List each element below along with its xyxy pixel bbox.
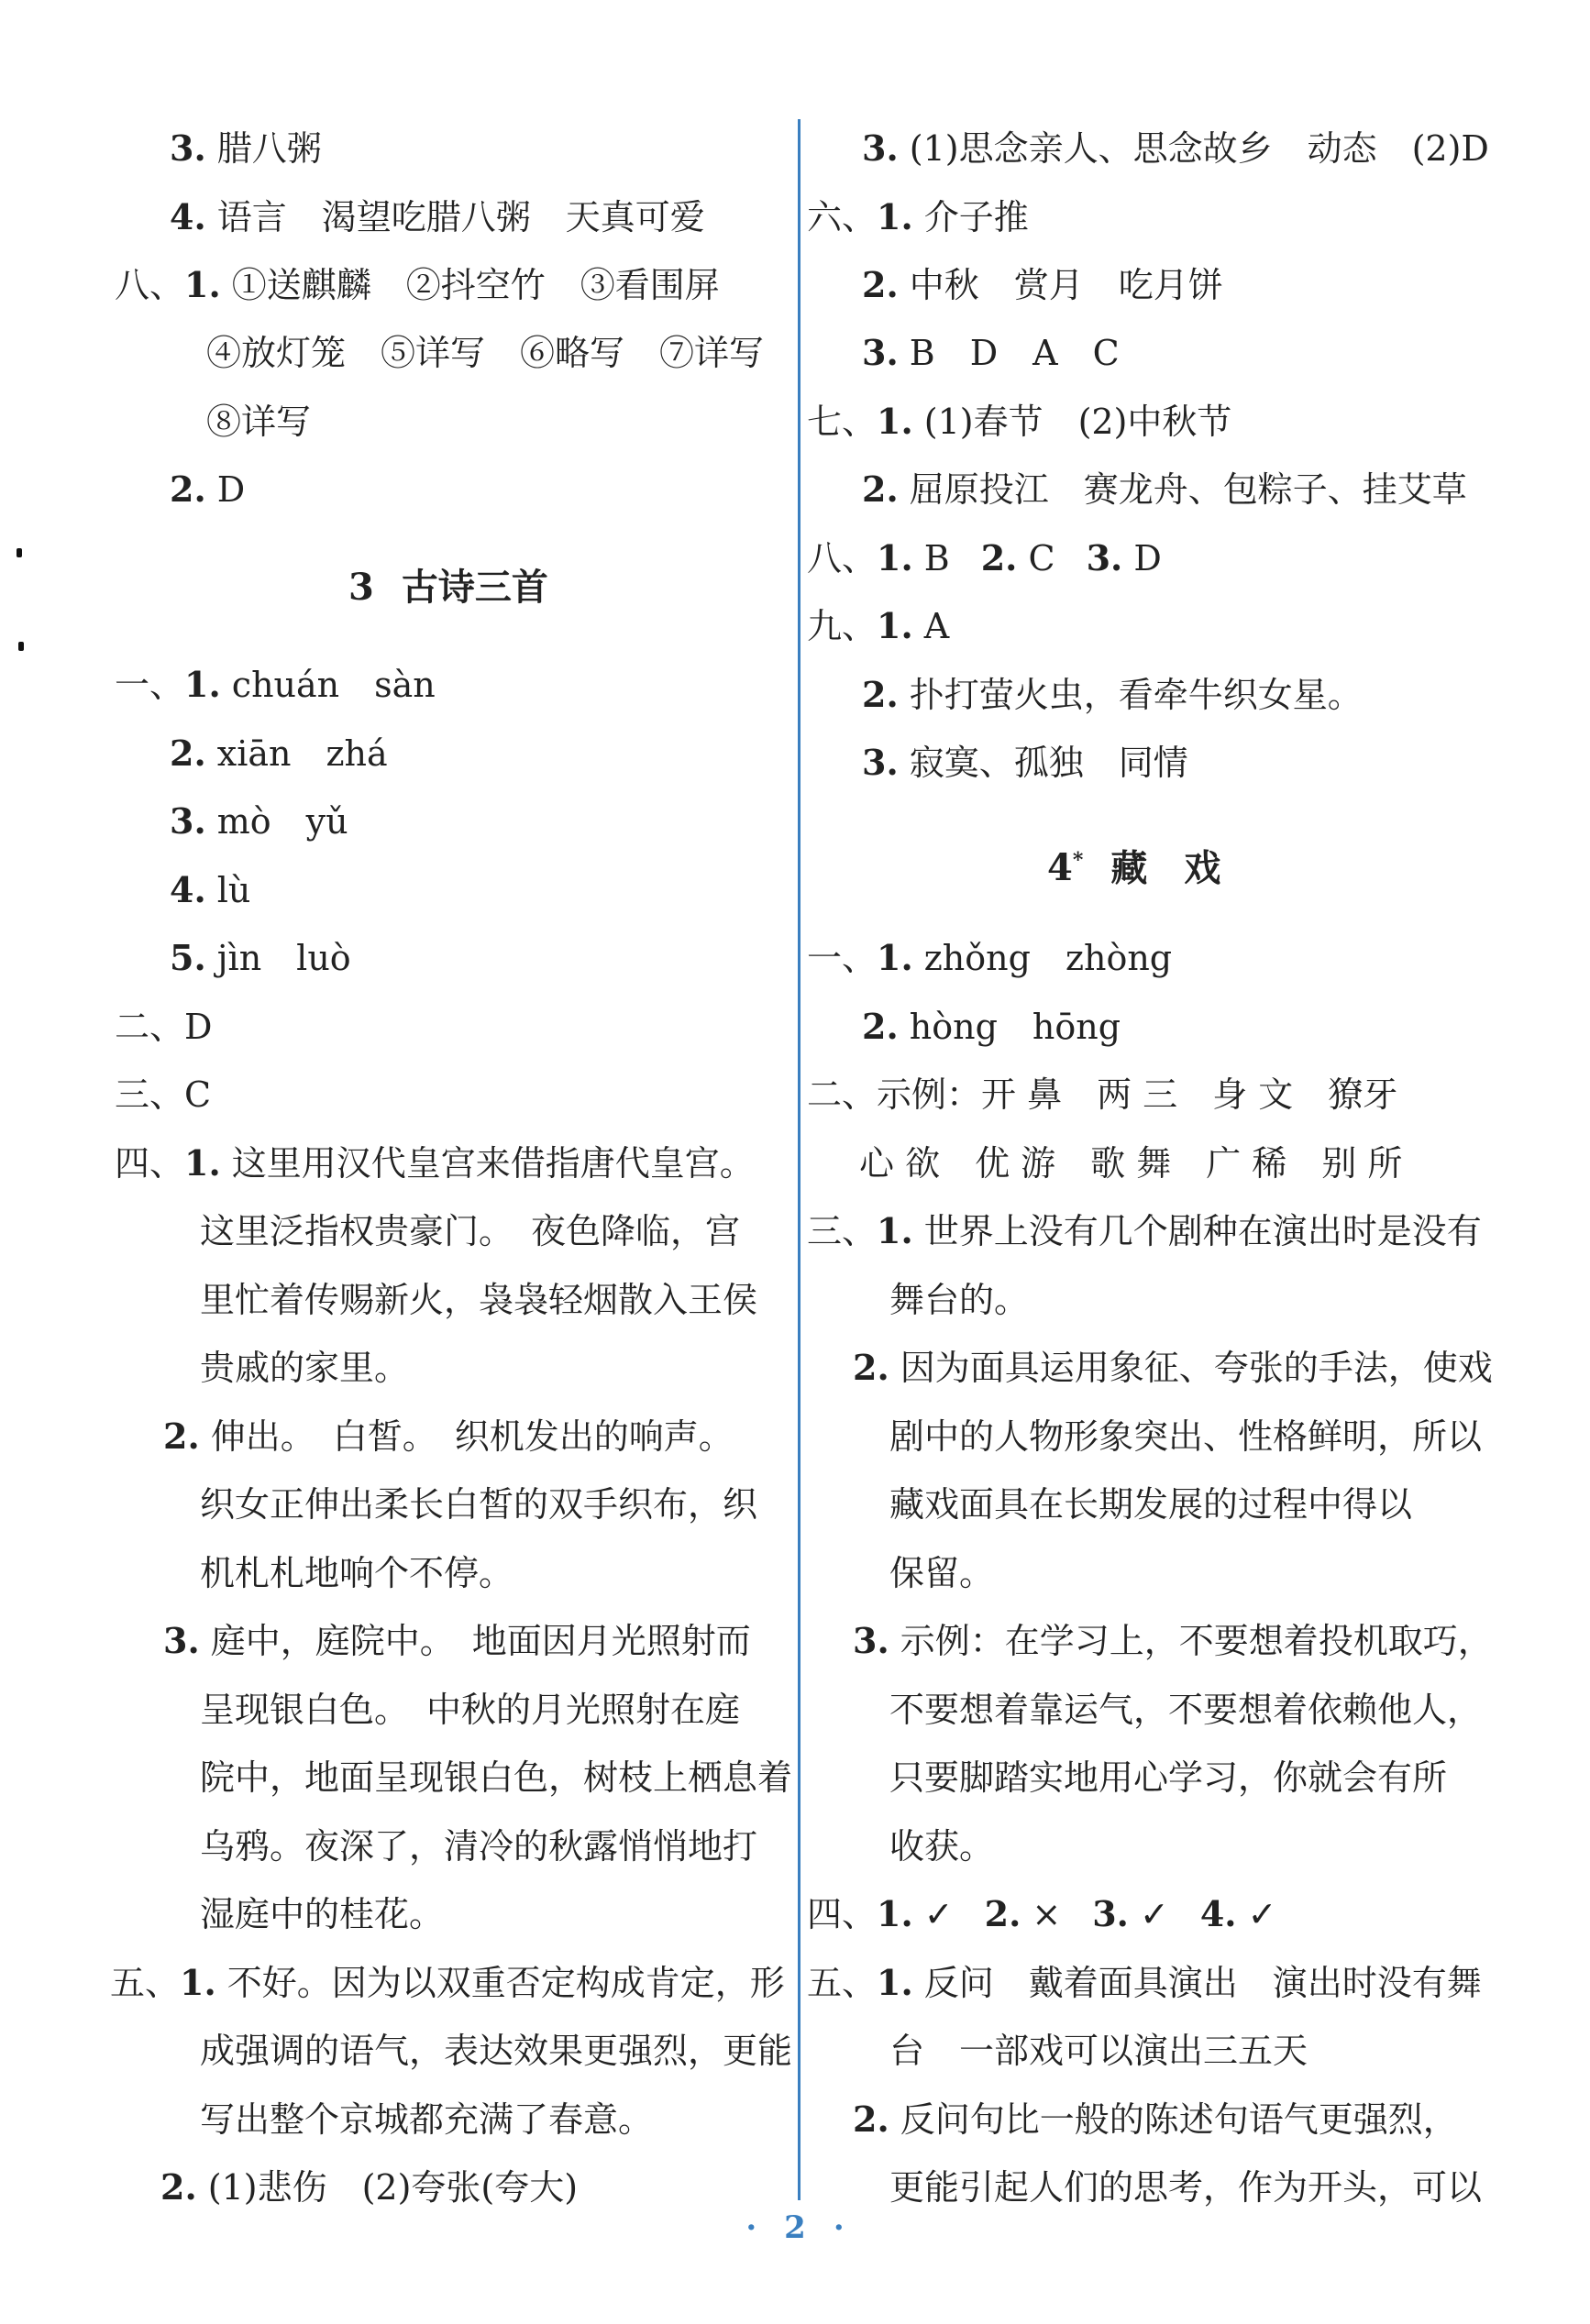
answer-line: 六、1. 介子推 [807, 196, 1029, 237]
answer-line: 三、1. 世界上没有几个剧种在演出时是没有 [807, 1210, 1482, 1251]
answer-line: 收获。 [889, 1826, 995, 1867]
answer-line: 这里泛指权贵豪门。 夜色降临，宫 [200, 1211, 741, 1251]
answer-line: 二、示例：开 鼻 两 三 身 文 獠牙 [807, 1074, 1398, 1115]
answer-line: 剧中的人物形象突出、性格鲜明，所以 [889, 1416, 1483, 1457]
answer-line: 2. hòng hōng [862, 1006, 1121, 1047]
answer-line: 九、1. A [807, 605, 950, 646]
answer-line: 湿庭中的桂花。 [200, 1894, 445, 1934]
answer-line: 3. B D A C [862, 332, 1120, 373]
answer-line: 舞台的。 [889, 1280, 1030, 1320]
answer-line: 一、1. chuán sàn [115, 664, 436, 705]
answer-line: 2. 因为面具运用象征、夸张的手法，使戏 [853, 1347, 1493, 1388]
answer-line: 八、1. B 2. C 3. D [807, 537, 1162, 578]
answer-line: 藏戏面具在长期发展的过程中得以 [889, 1484, 1413, 1525]
answer-line: 里忙着传赐新火，袅袅轻烟散入王侯 [200, 1280, 758, 1320]
answer-line: 2. 中秋 赏月 吃月饼 [862, 264, 1223, 305]
answer-line: 5. jìn luò [170, 937, 351, 978]
answer-line: 2. 屈原投江 赛龙舟、包粽子、挂艾草 [862, 468, 1467, 510]
answer-line: 2. xiān zhá [170, 732, 388, 774]
answer-line: ④放灯笼 ⑤详写 ⑥略写 ⑦详写 [206, 333, 765, 373]
answer-line: 4. lù [170, 869, 251, 910]
answer-line: 3. (1)思念亲人、思念故乡 动态 (2)D [862, 127, 1489, 169]
answer-line: 2. (1)悲伤 (2)夸张(夸大) [160, 2166, 579, 2208]
section-heading-3: 3 古诗三首 [348, 566, 548, 609]
answer-line: 2. 伸出。 白皙。 织机发出的响声。 [163, 1415, 734, 1457]
right-column [807, 0, 1590, 2324]
answer-line: 更能引起人们的思考，作为开头，可以 [889, 2167, 1483, 2208]
answer-line: 3. 寂寞、孤独 同情 [862, 742, 1188, 783]
answer-line: 乌鸦。夜深了，清冷的秋露悄悄地打 [200, 1826, 758, 1867]
answer-line: 一、1. zhǒng zhòng [807, 937, 1173, 978]
section-heading-4: 4* 藏 戏 [1047, 846, 1221, 890]
answer-line: 五、1. 不好。因为以双重否定构成肯定，形 [110, 1962, 785, 2003]
scan-mark [18, 642, 24, 651]
column-divider [798, 119, 801, 2200]
answer-line: 写出整个京城都充满了春意。 [200, 2099, 654, 2140]
answer-line: 3. mò yǔ [170, 800, 348, 842]
answer-line: 七、1. (1)春节 (2)中秋节 [807, 401, 1232, 442]
answer-line: 三、C [115, 1074, 212, 1115]
answer-line: 3. 示例：在学习上，不要想着投机取巧， [853, 1620, 1493, 1661]
answer-line: 2. 反问句比一般的陈述句语气更强烈， [853, 2098, 1458, 2140]
answer-line: 台 一部戏可以演出三五天 [889, 2031, 1308, 2071]
answer-line: 不要想着靠运气，不要想着依赖他人， [889, 1690, 1483, 1730]
answer-line: 3. 腊八粥 [170, 127, 322, 169]
answer-line: 2. D [170, 468, 246, 510]
answer-line: 贵戚的家里。 [200, 1348, 410, 1388]
answer-line: 只要脚踏实地用心学习，你就会有所 [889, 1757, 1448, 1798]
answer-line: 四、1. 这里用汉代皇宫来借指唐代皇宫。 [115, 1142, 755, 1184]
answer-line: 2. 扑打萤火虫，看牵牛织女星。 [862, 674, 1363, 715]
answer-line: 机札札地响个不停。 [200, 1553, 514, 1593]
answer-line: 五、1. 反问 戴着面具演出 演出时没有舞 [807, 1962, 1482, 2003]
answer-line: 呈现银白色。 中秋的月光照射在庭 [200, 1690, 741, 1730]
answer-line: 心 欲 优 游 歌 舞 广 稀 别 所 [859, 1143, 1403, 1184]
answer-line: 织女正伸出柔长白皙的双手织布，织 [200, 1484, 758, 1525]
answer-line: 院中，地面呈现银白色，树枝上栖息着 [200, 1757, 793, 1798]
answer-line: 成强调的语气，表达效果更强烈，更能 [200, 2031, 793, 2071]
answer-line: 3. 庭中，庭院中。 地面因月光照射而 [163, 1620, 751, 1661]
answer-line: 二、D [115, 1007, 213, 1047]
answer-line: 八、1. ①送麒麟 ②抖空竹 ③看围屏 [115, 264, 720, 305]
page-number: · 2 · [745, 2209, 845, 2246]
answer-line: 4. 语言 渴望吃腊八粥 天真可爱 [170, 196, 705, 237]
scan-mark [17, 548, 22, 557]
answer-line: 保留。 [889, 1553, 995, 1593]
answer-line: 四、1. ✓ 2. × 3. ✓ 4. ✓ [807, 1893, 1277, 1934]
answer-line: ⑧详写 [206, 402, 312, 442]
